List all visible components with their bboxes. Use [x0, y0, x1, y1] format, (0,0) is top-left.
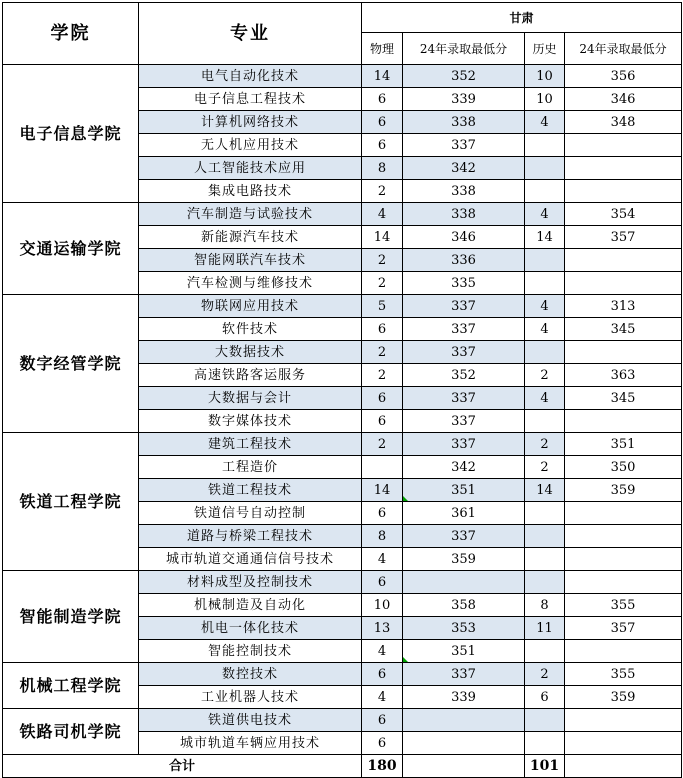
physics-min-score-cell: 337 — [403, 387, 525, 410]
physics-min-score-cell: 342 — [403, 157, 525, 180]
physics-min-score-cell: 352 — [403, 364, 525, 387]
physics-min-score-cell — [403, 709, 525, 732]
major-name-cell: 铁道工程技术 — [139, 479, 362, 502]
physics-count-cell: 4 — [362, 203, 403, 226]
history-min-score-cell — [565, 502, 682, 525]
history-count-cell — [525, 249, 565, 272]
history-min-score-cell: 355 — [565, 594, 682, 617]
province-header: 甘肃 — [362, 3, 682, 33]
physics-min-score-cell: 337 — [403, 341, 525, 364]
history-min-score-cell — [565, 249, 682, 272]
physics-min-score-cell: 339 — [403, 686, 525, 709]
physics-min-score-cell: 337 — [403, 295, 525, 318]
physics-count-cell: 6 — [362, 387, 403, 410]
physics-min-score-cell: 361 — [403, 502, 525, 525]
history-min-score-cell: 357 — [565, 617, 682, 640]
physics-count-cell: 2 — [362, 341, 403, 364]
history-min-score-cell: 356 — [565, 65, 682, 88]
history-count-cell — [525, 732, 565, 755]
history-count-cell: 6 — [525, 686, 565, 709]
physics-count-cell: 14 — [362, 479, 403, 502]
physics-count-cell: 2 — [362, 249, 403, 272]
major-name-cell: 大数据技术 — [139, 341, 362, 364]
college-name-cell: 铁道工程学院 — [3, 433, 139, 571]
total-physics: 180 — [362, 755, 403, 778]
physics-count-cell: 2 — [362, 180, 403, 203]
history-min-score-cell — [565, 525, 682, 548]
major-column-header: 专业 — [139, 3, 362, 65]
history-min-score-cell: 313 — [565, 295, 682, 318]
major-name-cell: 工程造价 — [139, 456, 362, 479]
major-name-cell: 无人机应用技术 — [139, 134, 362, 157]
history-min-score-cell — [565, 410, 682, 433]
major-name-cell: 材料成型及控制技术 — [139, 571, 362, 594]
history-min-score-cell: 345 — [565, 318, 682, 341]
major-name-cell: 智能网联汽车技术 — [139, 249, 362, 272]
physics-min-score-cell: 337 — [403, 318, 525, 341]
history-count-cell — [525, 525, 565, 548]
history-count-cell — [525, 410, 565, 433]
history-count-cell — [525, 272, 565, 295]
major-name-cell: 电气自动化技术 — [139, 65, 362, 88]
history-min-score-cell: 345 — [565, 387, 682, 410]
history-count-cell — [525, 157, 565, 180]
history-count-cell: 14 — [525, 226, 565, 249]
history-min-score-cell — [565, 272, 682, 295]
total-label: 合计 — [3, 755, 362, 778]
college-name-cell: 铁路司机学院 — [3, 709, 139, 755]
physics-count-cell: 6 — [362, 410, 403, 433]
history-count-cell: 4 — [525, 318, 565, 341]
physics-min-score-cell: 346 — [403, 226, 525, 249]
physics-min-score-cell: 359 — [403, 548, 525, 571]
history-min-score-cell — [565, 548, 682, 571]
college-name-cell: 数字经管学院 — [3, 295, 139, 433]
major-name-cell: 汽车检测与维修技术 — [139, 272, 362, 295]
physics-min-score-cell: 351 — [403, 479, 525, 502]
history-count-cell: 2 — [525, 433, 565, 456]
physics-count-cell: 6 — [362, 663, 403, 686]
history-min-score-cell: 359 — [565, 686, 682, 709]
total-physics-min-blank — [403, 755, 525, 778]
major-name-cell: 高速铁路客运服务 — [139, 364, 362, 387]
major-name-cell: 人工智能技术应用 — [139, 157, 362, 180]
physics-count-cell: 13 — [362, 617, 403, 640]
physics-min-score-cell: 337 — [403, 433, 525, 456]
history-count-cell — [525, 709, 565, 732]
major-name-cell: 铁道供电技术 — [139, 709, 362, 732]
college-column-header: 学院 — [3, 3, 139, 65]
history-min-score-header: 24年录取最低分 — [565, 33, 682, 65]
physics-min-score-cell: 337 — [403, 525, 525, 548]
physics-count-cell: 2 — [362, 364, 403, 387]
physics-min-score-cell: 336 — [403, 249, 525, 272]
physics-count-cell: 6 — [362, 318, 403, 341]
physics-count-cell: 6 — [362, 134, 403, 157]
major-name-cell: 工业机器人技术 — [139, 686, 362, 709]
physics-count-cell: 2 — [362, 272, 403, 295]
major-name-cell: 智能控制技术 — [139, 640, 362, 663]
major-name-cell: 软件技术 — [139, 318, 362, 341]
physics-min-score-cell: 358 — [403, 594, 525, 617]
major-name-cell: 城市轨道交通通信信号技术 — [139, 548, 362, 571]
history-count-cell: 11 — [525, 617, 565, 640]
history-min-score-cell — [565, 157, 682, 180]
history-count-cell — [525, 640, 565, 663]
history-min-score-cell: 363 — [565, 364, 682, 387]
physics-min-score-cell: 338 — [403, 111, 525, 134]
history-min-score-cell — [565, 571, 682, 594]
physics-column-header: 物理 — [362, 33, 403, 65]
history-min-score-cell: 346 — [565, 88, 682, 111]
history-min-score-cell — [565, 341, 682, 364]
history-min-score-cell: 351 — [565, 433, 682, 456]
physics-count-cell: 4 — [362, 640, 403, 663]
table-row — [3, 295, 682, 318]
table-row — [3, 571, 682, 594]
physics-min-score-cell: 353 — [403, 617, 525, 640]
major-name-cell: 铁道信号自动控制 — [139, 502, 362, 525]
history-count-cell: 8 — [525, 594, 565, 617]
major-name-cell: 电子信息工程技术 — [139, 88, 362, 111]
history-count-cell: 10 — [525, 88, 565, 111]
physics-count-cell: 10 — [362, 594, 403, 617]
major-name-cell: 机电一体化技术 — [139, 617, 362, 640]
history-count-cell: 4 — [525, 111, 565, 134]
history-count-cell: 14 — [525, 479, 565, 502]
history-min-score-cell: 355 — [565, 663, 682, 686]
college-name-cell: 智能制造学院 — [3, 571, 139, 663]
history-min-score-cell: 348 — [565, 111, 682, 134]
major-name-cell: 大数据与会计 — [139, 387, 362, 410]
table-row — [3, 663, 682, 686]
history-count-cell: 2 — [525, 456, 565, 479]
history-count-cell — [525, 134, 565, 157]
major-name-cell: 机械制造及自动化 — [139, 594, 362, 617]
physics-min-score-cell: 342 — [403, 456, 525, 479]
history-min-score-cell: 359 — [565, 479, 682, 502]
history-count-cell — [525, 341, 565, 364]
major-name-cell: 汽车制造与试验技术 — [139, 203, 362, 226]
history-min-score-cell — [565, 180, 682, 203]
history-count-cell: 2 — [525, 364, 565, 387]
physics-min-score-cell — [403, 571, 525, 594]
major-name-cell: 数字媒体技术 — [139, 410, 362, 433]
physics-count-cell: 4 — [362, 686, 403, 709]
major-name-cell: 计算机网络技术 — [139, 111, 362, 134]
history-column-header: 历史 — [525, 33, 565, 65]
history-count-cell — [525, 548, 565, 571]
total-history-min-blank — [565, 755, 682, 778]
table-row — [3, 709, 682, 732]
history-min-score-cell — [565, 640, 682, 663]
physics-min-score-cell: 337 — [403, 410, 525, 433]
physics-count-cell: 8 — [362, 157, 403, 180]
history-count-cell: 4 — [525, 295, 565, 318]
physics-min-score-cell: 337 — [403, 134, 525, 157]
physics-min-score-cell — [403, 732, 525, 755]
physics-count-cell — [362, 456, 403, 479]
major-name-cell: 数控技术 — [139, 663, 362, 686]
history-count-cell: 4 — [525, 203, 565, 226]
physics-count-cell: 6 — [362, 111, 403, 134]
history-min-score-cell: 357 — [565, 226, 682, 249]
physics-count-cell: 6 — [362, 732, 403, 755]
total-history: 101 — [525, 755, 565, 778]
major-name-cell: 道路与桥梁工程技术 — [139, 525, 362, 548]
major-name-cell: 建筑工程技术 — [139, 433, 362, 456]
table-row — [3, 65, 682, 88]
history-min-score-cell — [565, 134, 682, 157]
major-name-cell: 物联网应用技术 — [139, 295, 362, 318]
physics-min-score-cell: 338 — [403, 203, 525, 226]
physics-min-score-cell: 338 — [403, 180, 525, 203]
total-row — [3, 755, 682, 778]
physics-count-cell: 6 — [362, 709, 403, 732]
history-min-score-cell: 354 — [565, 203, 682, 226]
table-row — [3, 433, 682, 456]
physics-count-cell: 14 — [362, 226, 403, 249]
history-count-cell — [525, 502, 565, 525]
major-name-cell: 新能源汽车技术 — [139, 226, 362, 249]
table-row — [3, 203, 682, 226]
physics-min-score-cell: 351 — [403, 640, 525, 663]
physics-count-cell: 4 — [362, 548, 403, 571]
physics-min-score-cell: 337 — [403, 663, 525, 686]
physics-count-cell: 2 — [362, 433, 403, 456]
history-count-cell: 4 — [525, 387, 565, 410]
history-count-cell: 10 — [525, 65, 565, 88]
history-count-cell — [525, 180, 565, 203]
college-name-cell: 机械工程学院 — [3, 663, 139, 709]
history-min-score-cell — [565, 709, 682, 732]
history-count-cell: 2 — [525, 663, 565, 686]
physics-count-cell: 6 — [362, 88, 403, 111]
college-name-cell: 交通运输学院 — [3, 203, 139, 295]
physics-count-cell: 8 — [362, 525, 403, 548]
physics-min-score-header: 24年录取最低分 — [403, 33, 525, 65]
physics-count-cell: 6 — [362, 571, 403, 594]
major-name-cell: 集成电路技术 — [139, 180, 362, 203]
physics-count-cell: 6 — [362, 502, 403, 525]
admission-table — [2, 2, 682, 778]
physics-min-score-cell: 352 — [403, 65, 525, 88]
history-count-cell — [525, 571, 565, 594]
header-row-1 — [3, 3, 682, 33]
major-name-cell: 城市轨道车辆应用技术 — [139, 732, 362, 755]
table-body — [3, 65, 682, 755]
history-min-score-cell — [565, 732, 682, 755]
physics-count-cell: 14 — [362, 65, 403, 88]
college-name-cell: 电子信息学院 — [3, 65, 139, 203]
history-min-score-cell: 350 — [565, 456, 682, 479]
physics-min-score-cell: 339 — [403, 88, 525, 111]
physics-min-score-cell: 335 — [403, 272, 525, 295]
physics-count-cell: 5 — [362, 295, 403, 318]
